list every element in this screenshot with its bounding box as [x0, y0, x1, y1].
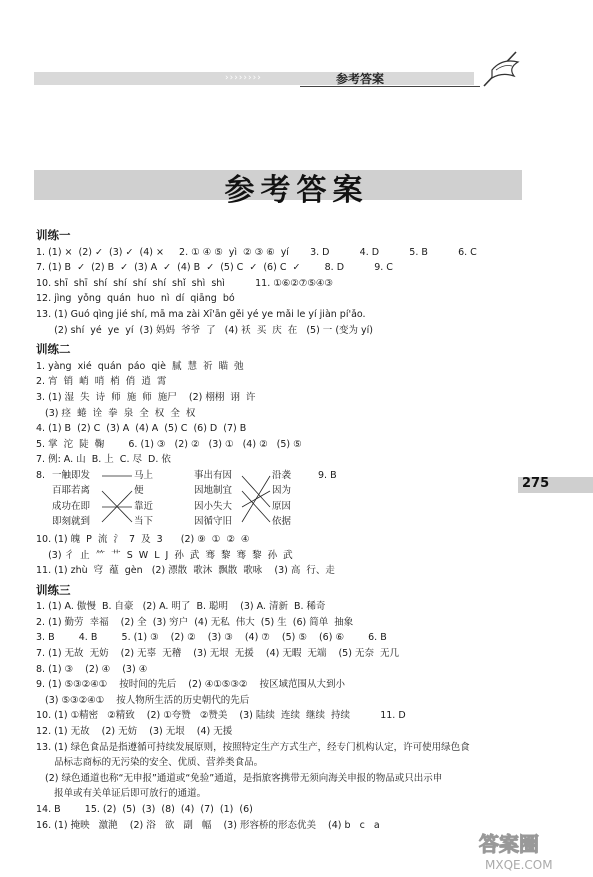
answer-content — [36, 224, 506, 833]
header-rule — [300, 86, 480, 87]
match-item: 便 — [134, 485, 144, 497]
svg-text:MXQE.COM: MXQE.COM — [485, 858, 553, 872]
match-item: 因小失大 — [194, 500, 233, 512]
answer-line: 3. B 4. B 5. (1) ③ (2) ② (3) ③ (4) ⑦ (5) ⑤ (6) ⑥ 6. B — [36, 632, 387, 644]
match-item: 百耶若离 — [52, 485, 91, 497]
match-item: 当下 — [134, 516, 154, 528]
page-title: 参考答案 — [224, 173, 369, 208]
match-item: 因循守旧 — [194, 516, 233, 528]
answer-line: 品标志商标的无污染的安全、优质、营养类食品。 — [36, 757, 264, 769]
answer-line: 12. (1) 无故 (2) 无妨 (3) 无垠 (4) 无援 — [36, 726, 233, 738]
match-item: 成功在即 — [52, 500, 91, 512]
match-item: 马上 — [134, 469, 154, 481]
answer-line: 2. 宵 销 峭 哨 梢 俏 逍 霄 — [36, 376, 167, 388]
answer-line: 报单或有关单证后即可放行的通道。 — [36, 788, 207, 800]
answer-line: 11. (1) zhù 穹 蕴 gèn (2) 漂散 歌沐 飘散 歌咏 (3) 高 行、走 — [36, 565, 335, 577]
answer-line: 7. 例: A. 山 B. 上 C. 尽 D. 依 — [36, 454, 171, 466]
section-1-lines — [36, 245, 506, 339]
match-item: 沿袭 — [272, 469, 292, 481]
answer-line: (2) shí yé ye yí (3) 妈妈 爷爷 了 (4) 袄 买 庆 在 (5) 一 (变为 yí) — [36, 324, 374, 336]
header-arrows: ›››››››› — [225, 73, 262, 83]
answer-line: 3. (1) 湿 失 诗 师 施 师 施尸 (2) 栩栩 诩 许 — [36, 391, 256, 403]
matching-exercise — [36, 468, 506, 554]
section-heading: 训练一 — [36, 228, 71, 242]
answer-line: 14. B 15. (2) (5) (3) (8) (4) (7) (1) (6) — [36, 804, 253, 815]
match-item: 即刻就到 — [52, 516, 91, 528]
answer-line: 8. (1) ③ (2) ④ (3) ④ — [36, 663, 148, 675]
answer-line: 12. jìng yǒng quán huo nì dí qiāng bó — [36, 293, 235, 305]
answer-line: 5. 掌 沱 陡 鞠 6. (1) ③ (2) ② (3) ① (4) ② (5) ⑤ — [36, 438, 302, 450]
page-number: 275 — [522, 476, 550, 491]
answer-line: 16. (1) 掩映 激滟 (2) 浴 欲 副 幅 (3) 形容桥的形态优美 (4) b c a — [36, 819, 380, 831]
answer-line: 10. (1) ①精密 ②精致 (2) ①夸赞 ②赞美 (3) 陆续 连续 继续 持续 11. D — [36, 710, 406, 722]
answer-line: 4. (1) B (2) C (3) A (4) A (5) C (6) D (7) B — [36, 423, 247, 435]
match-item: 依据 — [272, 516, 292, 528]
svg-text:答案圈: 答案圈 — [479, 832, 539, 856]
answer-line: 1. yàng xié quán páo qiè 腻 慧 祈 瞄 弛 — [36, 360, 244, 372]
match-item: 事出有因 — [194, 469, 233, 481]
answer-line: 1. (1) A. 傲慢 B. 自豪 (2) A. 明了 B. 聪明 (3) A. 清新 B. 稀奇 — [36, 601, 326, 613]
matching-lines — [36, 468, 326, 538]
match-item: 一触即发 — [52, 469, 91, 481]
answer-line: 10. shī shī shí shí shí shí shǐ shì shì 11. ①⑥②⑦⑤④③ — [36, 277, 333, 289]
answer-line: 7. (1) 无故 无妨 (2) 无辜 无稽 (3) 无垠 无援 (4) 无暇 无端 (5) 无奈 无几 — [36, 648, 399, 660]
matching-prefix: 8. — [36, 469, 46, 481]
section-3-lines — [36, 599, 506, 833]
answer-line: 9. (1) ⑤③②④① 按时间的先后 (2) ④①⑤③② 按区域范围从大到小 — [36, 679, 345, 691]
matching-suffix: 9. B — [318, 469, 337, 481]
answer-line: 13. (1) Guó qìng jié shí, mā ma zài Xī'ān gěi yé ye mǎi le yí jiàn pí'ǎo. — [36, 308, 366, 320]
answer-line: (2) 绿色通道也称“无申报”通道或“免验”通道，是指旅客携带无须向海关申报的物品或只出示申 — [36, 772, 443, 784]
answer-line: (3) 彳 止 ⺮ 艹 S W L J 孙 武 骞 黎 骞 黎 孙 武 — [36, 549, 293, 561]
match-item: 原因 — [272, 500, 292, 512]
header-label: 参考答案 — [336, 72, 385, 86]
answer-line: 1. (1) × (2) ✓ (3) ✓ (4) × 2. ① ④ ⑤ yì ② ③ ⑥ yí 3. D 4. D 5. B 6. C — [36, 246, 477, 258]
answer-line: 13. (1) 绿色食品是指遵循可持续发展原则，按照特定生产方式生产，经专门机构认定，许可使用绿色食 — [36, 741, 470, 753]
answer-line: 2. (1) 勤劳 幸福 (2) 全 (3) 穷户 (4) 无私 伟大 (5) 生 (6) 简单 抽象 — [36, 616, 354, 628]
match-item: 因为 — [272, 485, 292, 497]
section-2-lines — [36, 359, 506, 468]
flag-icon — [478, 48, 526, 88]
answer-line: (3) ⑤③②④① 按人物所生活的历史朝代的先后 — [36, 694, 250, 706]
section-heading: 训练二 — [36, 342, 71, 357]
section-heading: 训练三 — [36, 582, 71, 597]
answer-line: 10. (1) 魄 P 流 氵 7 及 3 (2) ⑨ ① ② ④ — [36, 533, 250, 545]
answer-line: (3) 痉 蜷 诠 拳 泉 全 权 全 权 — [36, 407, 196, 419]
watermark-logo — [473, 825, 593, 875]
answer-line: 7. (1) B ✓ (2) B ✓ (3) A ✓ (4) B ✓ (5) C ✓ (6) C ✓ 8. D 9. C — [36, 262, 393, 274]
match-item: 靠近 — [134, 500, 154, 512]
match-item: 因地制宜 — [194, 485, 233, 497]
